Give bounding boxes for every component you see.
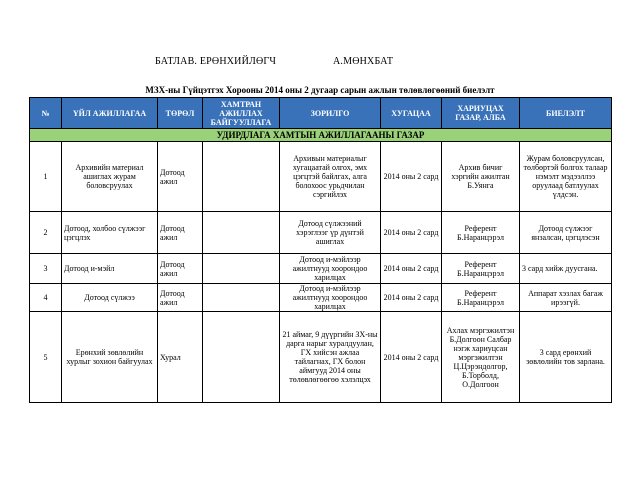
- header-type: ТӨРӨЛ: [158, 98, 203, 129]
- row-term: 2014 оны 2 сард: [381, 212, 442, 254]
- row-activity: Ерөнхий зөвлөлийн хурлыг зохион байгуулах: [62, 312, 158, 403]
- row-activity: Дотоод и-мэйл: [62, 254, 158, 284]
- header-responsible: ХАРИУЦАХ ГАЗАР, АЛБА: [442, 98, 520, 129]
- table-row: [30, 312, 612, 403]
- row-term: 2014 оны 2 сард: [381, 254, 442, 284]
- approval-name: А.МӨНХБАТ: [333, 56, 394, 67]
- row-goal: Дотоод сүлжээний хэрэглээг үр дүнтэй ашиглах: [280, 212, 381, 254]
- row-number: 3: [30, 254, 62, 284]
- row-result: Журам боловсруулсан, төлбөртэй болгох талаар нэмэлт мэдээллээ оруулаад батлуулах үлдсэн.: [520, 142, 612, 212]
- section-row: [30, 129, 612, 142]
- row-term: 2014 оны 2 сард: [381, 284, 442, 312]
- row-number: 1: [30, 142, 62, 212]
- row-activity: Дотоод сүлжээ: [62, 284, 158, 312]
- row-goal: Архивын материалыг хугацаатай олгох, эмх цэгцтэй байлгах, алга болохоос урьдчилан сэргийлэх: [280, 142, 381, 212]
- row-partner: [203, 254, 280, 284]
- table-row: [30, 254, 612, 284]
- row-goal: Дотоод и-мэйлээр ажилтнууд хоорондоо харилцах: [280, 254, 381, 284]
- header-term: ХУГАЦАА: [381, 98, 442, 129]
- row-partner: [203, 312, 280, 403]
- plan-table: [29, 97, 612, 403]
- row-result: Аппарат хэзлах багаж ирээгүй.: [520, 284, 612, 312]
- row-result: 3 сард ерөнхий зөвлөлийн тов зарлана.: [520, 312, 612, 403]
- row-term: 2014 оны 2 сард: [381, 142, 442, 212]
- row-type: Дотоод ажил: [158, 284, 203, 312]
- table-row: [30, 284, 612, 312]
- row-number: 2: [30, 212, 62, 254]
- row-term: 2014 оны 2 сард: [381, 312, 442, 403]
- document-title: МЗХ-ны Гүйцэтгэх Хорооны 2014 оны 2 дугаар сарын ажлын төлөвлөгөөний биелэлт: [145, 85, 495, 95]
- row-type: Дотоод ажил: [158, 142, 203, 212]
- approval-role: БАТЛАВ. ЕРӨНХИЙЛӨГЧ: [155, 56, 277, 67]
- row-activity: Архивийн материал ашиглах журам боловсруулах: [62, 142, 158, 212]
- row-activity: Дотоод, холбоо сүлжээг цэгцлэх: [62, 212, 158, 254]
- row-responsible: Референт Б.Наранцэрэл: [442, 254, 520, 284]
- table-row: [30, 212, 612, 254]
- row-type: Дотоод ажил: [158, 254, 203, 284]
- row-goal: Дотоод и-мэйлээр ажилтнууд хоорондоо харилцах: [280, 284, 381, 312]
- header-row: [30, 98, 612, 129]
- row-goal: 21 аймаг, 9 дүүргийн ЗХ-ны дарга нарыг хуралдуулан, ГХ хийсэн ажлаа тайлагнах, ГХ болон аймгууд 2014 оны төлөвлөгөөгөө хэлэлцэх: [280, 312, 381, 403]
- header-activity: ҮЙЛ АЖИЛЛАГАА: [62, 98, 158, 129]
- row-number: 5: [30, 312, 62, 403]
- section-title: УДИРДЛАГА ХАМТЫН АЖИЛЛАГААНЫ ГАЗАР: [30, 129, 612, 142]
- header-partner: ХАМТРАН АЖИЛЛАХ БАЙГУУЛЛАГА: [203, 98, 280, 129]
- table-row: [30, 142, 612, 212]
- header-goal: ЗОРИЛГО: [280, 98, 381, 129]
- row-type: Хурал: [158, 312, 203, 403]
- row-responsible: Ахлах мэргэжилтэн Б.Долгоон Салбар нэгж хариуцсан мэргэжилтэн Ц.Цэрэндолгор, Б.Торболд, О.Долгоон: [442, 312, 520, 403]
- header-result: БИЕЛЭЛТ: [520, 98, 612, 129]
- row-result: Дотоод сүлжээг янзалсан, цэгцлэсэн: [520, 212, 612, 254]
- row-number: 4: [30, 284, 62, 312]
- row-result: 3 сард хийж дуусгана.: [520, 254, 612, 284]
- row-partner: [203, 142, 280, 212]
- row-responsible: Референт Б.Наранцэрэл: [442, 212, 520, 254]
- row-partner: [203, 212, 280, 254]
- row-responsible: Референт Б.Наранцэрэл: [442, 284, 520, 312]
- row-partner: [203, 284, 280, 312]
- row-type: Дотоод ажил: [158, 212, 203, 254]
- row-responsible: Архив бичиг хэргийн ажилтан Б.Уянга: [442, 142, 520, 212]
- header-number: №: [30, 98, 62, 129]
